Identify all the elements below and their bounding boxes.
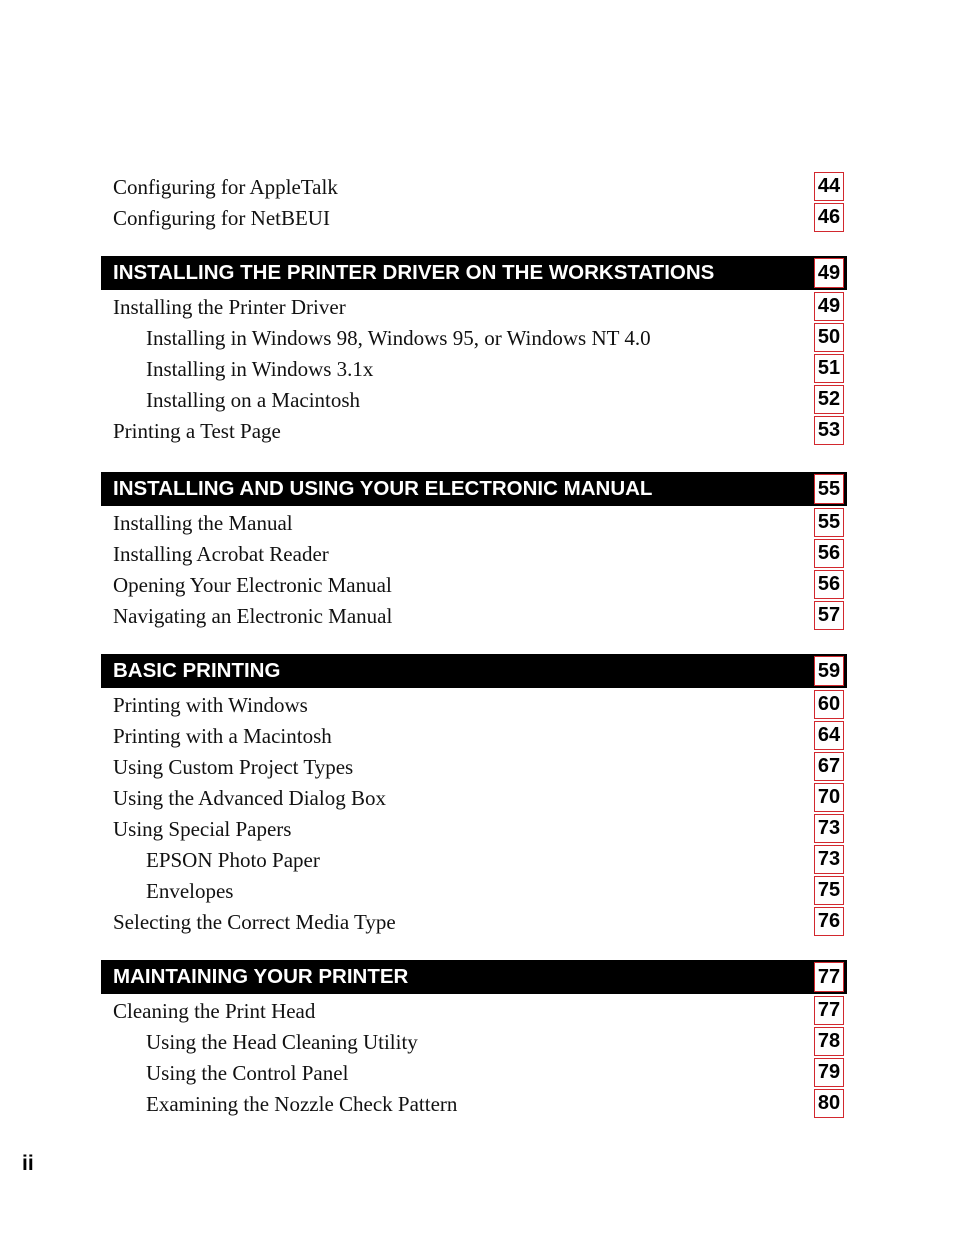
toc-entry-label: Installing the Manual (113, 511, 293, 535)
section-title: BASIC PRINTING (113, 659, 281, 682)
toc-entry-page-link[interactable]: 51 (814, 354, 844, 383)
toc-subentry[interactable] (101, 845, 847, 876)
toc-subentry[interactable] (101, 323, 847, 354)
toc-entry-label: Printing with a Macintosh (113, 724, 332, 748)
toc-entry[interactable] (101, 570, 847, 601)
toc-entry-label: Using the Head Cleaning Utility (146, 1030, 418, 1054)
section-page-link[interactable]: 77 (814, 962, 844, 992)
toc-entry-label: Selecting the Correct Media Type (113, 910, 396, 934)
section-page-link[interactable]: 49 (814, 258, 844, 288)
toc-subentry[interactable] (101, 1027, 847, 1058)
toc-entry-page-link[interactable]: 64 (814, 721, 844, 750)
toc-entry-label: Using the Advanced Dialog Box (113, 786, 386, 810)
toc-entry-page-link[interactable]: 46 (814, 203, 844, 232)
toc-entry[interactable] (101, 996, 847, 1027)
section-page-link[interactable]: 55 (814, 474, 844, 504)
toc-entry-label: Using Special Papers (113, 817, 292, 841)
toc-entry-label: Installing in Windows 98, Windows 95, or Windows NT 4.0 (146, 326, 651, 350)
toc-entry-page-link[interactable]: 57 (814, 601, 844, 630)
toc-entry-page-link[interactable]: 67 (814, 752, 844, 781)
toc-entry-label: EPSON Photo Paper (146, 848, 320, 872)
section-title: INSTALLING AND USING YOUR ELECTRONIC MANUAL (113, 477, 653, 500)
toc-subentry[interactable] (101, 1058, 847, 1089)
toc-entry[interactable] (101, 508, 847, 539)
toc-entry-label: Examining the Nozzle Check Pattern (146, 1092, 458, 1116)
toc-entry-page-link[interactable]: 79 (814, 1058, 844, 1087)
section-header[interactable] (101, 654, 847, 688)
toc-entry-page-link[interactable]: 78 (814, 1027, 844, 1056)
toc-entry[interactable] (101, 172, 847, 203)
toc-entry-page-link[interactable]: 76 (814, 907, 844, 936)
toc-entry[interactable] (101, 539, 847, 570)
page-number: ii (22, 1152, 34, 1175)
toc-entry-page-link[interactable]: 50 (814, 323, 844, 352)
toc-entry-label: Cleaning the Print Head (113, 999, 316, 1023)
toc-subentry[interactable] (101, 1089, 847, 1120)
toc-entry-page-link[interactable]: 53 (814, 416, 844, 445)
toc-entry-page-link[interactable]: 55 (814, 508, 844, 537)
toc-entry-label: Navigating an Electronic Manual (113, 604, 393, 628)
toc-entry-label: Installing Acrobat Reader (113, 542, 329, 566)
toc-entry-label: Configuring for NetBEUI (113, 206, 330, 230)
toc-entry-label: Installing on a Macintosh (146, 388, 361, 412)
toc-entry-label: Using the Control Panel (146, 1061, 349, 1085)
toc-entry-page-link[interactable]: 77 (814, 996, 844, 1025)
toc-entry-page-link[interactable]: 80 (814, 1089, 844, 1118)
toc-entry-label: Opening Your Electronic Manual (113, 573, 392, 597)
toc-entry-page-link[interactable]: 70 (814, 783, 844, 812)
toc-entry[interactable] (101, 416, 847, 447)
toc-entry-label: Installing in Windows 3.1x (146, 357, 374, 381)
toc-entry[interactable] (101, 907, 847, 938)
toc-entry-label: Printing a Test Page (113, 419, 281, 443)
toc-entry-label: Using Custom Project Types (113, 755, 354, 779)
toc-entry-page-link[interactable]: 56 (814, 570, 844, 599)
toc-entry-label: Configuring for AppleTalk (113, 175, 338, 199)
toc-entry[interactable] (101, 601, 847, 632)
toc-entry-page-link[interactable]: 73 (814, 814, 844, 843)
section-title: MAINTAINING YOUR PRINTER (113, 965, 409, 988)
toc-entry-page-link[interactable]: 56 (814, 539, 844, 568)
toc-entry[interactable] (101, 690, 847, 721)
toc-subentry[interactable] (101, 876, 847, 907)
toc-entry-page-link[interactable]: 49 (814, 292, 844, 321)
toc-subentry[interactable] (101, 354, 847, 385)
toc-entry[interactable] (101, 721, 847, 752)
toc-entry-page-link[interactable]: 60 (814, 690, 844, 719)
toc-entry[interactable] (101, 783, 847, 814)
toc-entry[interactable] (101, 292, 847, 323)
toc-entry-page-link[interactable]: 75 (814, 876, 844, 905)
toc-entry-page-link[interactable]: 73 (814, 845, 844, 874)
toc-entry-page-link[interactable]: 52 (814, 385, 844, 414)
toc-entry-label: Printing with Windows (113, 693, 308, 717)
toc-entry-label: Envelopes (146, 879, 234, 903)
section-header[interactable] (101, 472, 847, 506)
section-title: INSTALLING THE PRINTER DRIVER ON THE WORKSTATIONS (113, 261, 715, 284)
toc-subentry[interactable] (101, 385, 847, 416)
toc-entry[interactable] (101, 814, 847, 845)
section-header[interactable] (101, 256, 847, 290)
section-header[interactable] (101, 960, 847, 994)
toc-entry[interactable] (101, 752, 847, 783)
section-page-link[interactable]: 59 (814, 656, 844, 686)
toc-entry-page-link[interactable]: 44 (814, 172, 844, 201)
table-of-contents (101, 172, 847, 1120)
toc-entry-label: Installing the Printer Driver (113, 295, 346, 319)
toc-entry[interactable] (101, 203, 847, 234)
